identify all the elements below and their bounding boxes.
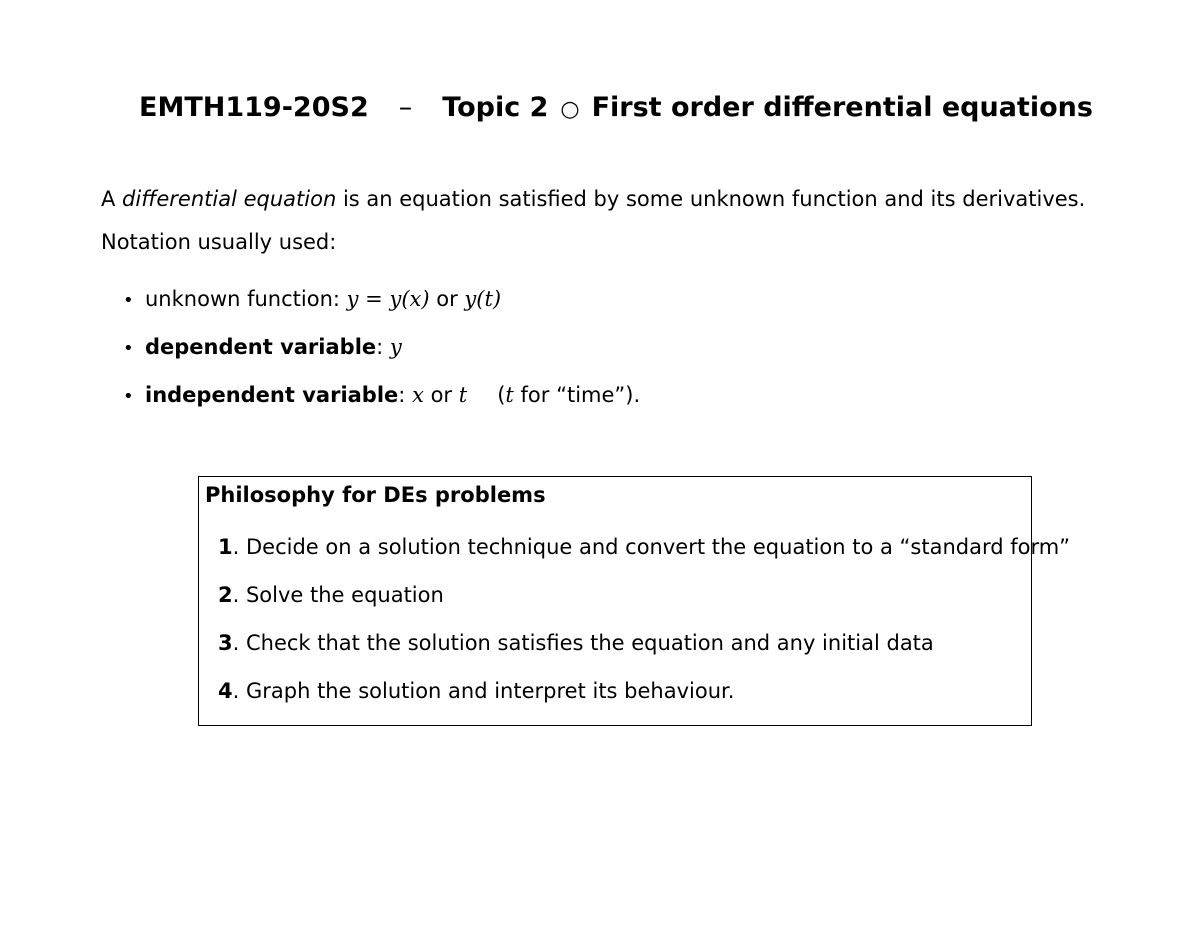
list-item [123,328,640,376]
math-expression: t [458,383,468,407]
time-note-text: for “time”). [513,383,641,407]
colon: : [398,383,413,407]
notation-list [123,280,640,424]
paren-open: ( [497,383,506,407]
defined-term: differential equation [122,187,337,211]
step-text: . Solve the equation [232,583,444,607]
intro-paragraph [101,178,1085,264]
math-expression: x [412,383,424,407]
list-item [123,376,640,424]
independent-variable-label: independent variable [145,383,399,407]
philosophy-title: Philosophy for DEs problems [205,483,546,507]
philosophy-steps [218,529,1070,721]
list-item [218,529,1070,577]
notation-line: Notation usually used: [101,230,337,254]
bullet-marker: • [123,338,134,359]
math-expression: y = y(x) [346,287,430,311]
topic-label: Topic 2 [442,92,549,123]
list-item [218,577,1070,625]
philosophy-box [198,476,1071,726]
step-number: 4 [218,679,233,703]
step-text: . Check that the solution satisfies the equation and any initial data [232,631,934,655]
step-number: 3 [218,631,233,655]
intro-prefix: A [101,187,123,211]
dependent-variable-label: dependent variable [145,335,377,359]
or-word: or [429,287,465,311]
list-item [218,625,1070,673]
bullet-marker: • [123,386,134,407]
course-code: EMTH119-20S2 [139,92,369,123]
definition-line [101,178,1085,221]
time-note [497,383,640,407]
or-word: or [423,383,459,407]
colon: : [376,335,390,359]
math-expression: t [505,383,514,407]
intro-suffix: is an equation satisfied by some unknown function and its derivatives. [336,187,1086,211]
step-number: 1 [218,535,233,559]
topic-subject: First order differential equations [591,92,1093,123]
bullet-marker: • [123,290,134,311]
math-expression: y(t) [464,287,502,311]
title-dash: – [398,92,413,123]
list-item [123,280,640,328]
math-expression: y [389,335,402,359]
page-title [0,92,1200,123]
list-item [218,673,1070,721]
unknown-function-label: unknown function: [145,287,347,311]
step-number: 2 [218,583,233,607]
circle-separator: ○ [560,97,580,122]
step-text: . Graph the solution and interpret its behaviour. [232,679,735,703]
step-text: . Decide on a solution technique and convert the equation to a “standard form” [232,535,1071,559]
